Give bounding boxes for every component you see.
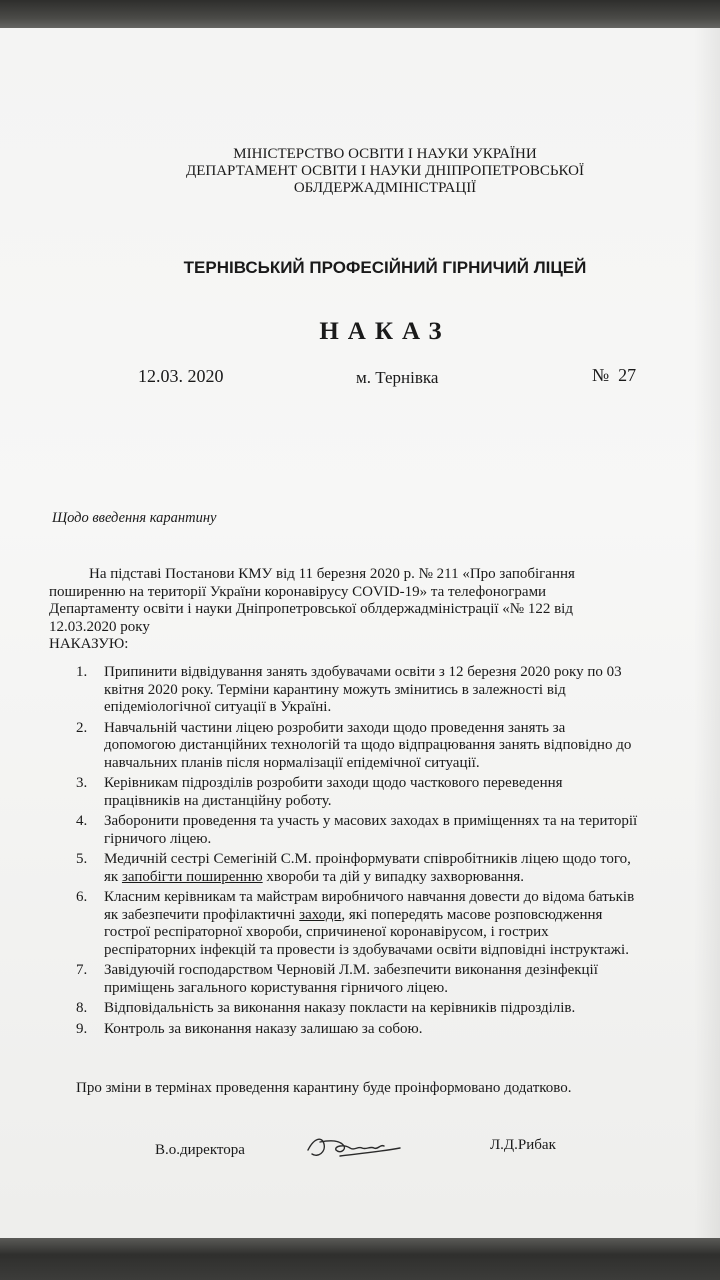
order-item-number: 6. [76,889,88,905]
underlined-text: заходи [299,906,342,923]
preamble-line-4: 12.03.2020 року [49,618,150,635]
order-item-text: Контроль за виконання наказу залишаю за собою. [104,1020,423,1037]
order-item-text: гірничого ліцею. [104,830,212,847]
order-number: № 27 [592,365,637,385]
order-item-number: 3. [76,775,88,791]
order-item-text: Припинити відвідування занять здобувачами освіти з 12 березня 2020 року по 03 [104,664,622,680]
order-item-number: 1. [76,664,88,680]
order-item-text-part: як забезпечити профілактичні [104,906,300,923]
header-line-2: ДЕПАРТАМЕНТ ОСВІТИ І НАУКИ ДНІПРОПЕТРОВСЬКОЇ [186,163,584,179]
school-name: ТЕРНІВСЬКИЙ ПРОФЕСІЙНИЙ ГІРНИЧИЙ ЛІЦЕЙ [183,258,587,277]
header-line-1: МІНІСТЕРСТВО ОСВІТИ І НАУКИ УКРАЇНИ [233,146,537,162]
order-item-text: гострої респіраторної хвороби, спричиненої коронавірусом, і гострих [104,924,549,940]
order-item-text: Керівникам підрозділів розробити заходи щодо часткового переведення [104,775,563,791]
underlined-text: запобігти поширенню [121,868,263,885]
order-list [76,664,720,1041]
document-title: НАКАЗ [319,318,451,345]
order-item-text: респіраторних інфекцій та провести із здобувачами освіти відповідні інструктажі. [104,941,629,958]
order-item-text: Відповідальність за виконання наказу покласти на керівників підрозділів. [104,1000,576,1016]
order-item-text: Завідуючій господарством Черновій Л.М. забезпечити виконання дезінфекції [104,962,598,978]
order-item-number: 8. [76,1000,88,1016]
order-item-text [104,869,720,887]
order-subject: Щодо введення карантину [52,510,217,526]
order-item-text: Навчальній частини ліцею розробити заходи щодо проведення занять за [104,719,566,736]
handwritten-signature [300,1128,410,1164]
order-item-number: 2. [76,719,88,736]
order-item-number: 5. [76,851,88,867]
signatory-role: В.о.директора [155,1142,245,1158]
order-item-4 [76,813,720,848]
order-item-number: 9. [76,1020,88,1037]
order-item-7 [76,962,720,997]
order-item-text: працівників на дистанційну роботу. [104,792,332,809]
order-item-text: допомогою дистанційних технологій та щодо відпрацювання занять відповідно до [104,737,632,753]
order-item-text: епідеміологічної ситуації в Україні. [104,699,332,715]
order-item-5 [76,851,720,886]
background-bottom-edge [0,1238,720,1280]
order-word: НАКАЗУЮ: [49,636,129,652]
order-item-text: Медичній сестрі Семегіній С.М. проінформувати співробітників ліцею щодо того, [104,851,631,867]
order-item-3 [76,775,720,810]
order-item-9 [76,1021,720,1039]
closing-note: Про зміни в термінах проведення карантину буде проінформовано додатково. [76,1080,572,1096]
order-item-2 [76,720,720,773]
order-item-text-part: як [104,868,122,885]
order-item-text: Класним керівникам та майстрам виробничого навчання довести до відома батьків [104,889,635,905]
order-item-6 [76,889,720,959]
order-item-text: Заборонити проведення та участь у масових заходах в приміщеннях та на території [104,813,638,829]
preamble [49,566,720,654]
preamble-line-2: поширенню на території України коронавірусу COVID-19» та телефонограми [49,583,547,600]
order-item-text: приміщень загального користування гірничого ліцею. [104,979,449,996]
order-item-text: навчальних планів після нормалізації епідемічної ситуації. [104,754,480,771]
background-top-edge [0,0,720,30]
order-item-1 [76,664,720,717]
order-item-text-part: , які попередять масове розповсюдження [341,906,603,923]
order-item-8 [76,1000,720,1018]
ministry-header [110,146,660,197]
preamble-line-3: Департаменту освіти і науки Дніпропетровської облдержадміністрації «№ 122 від [49,601,573,617]
order-item-number: 7. [76,962,88,978]
header-line-3: ОБЛДЕРЖАДМІНІСТРАЦІЇ [293,180,477,196]
order-item-text: квітня 2020 року. Терміни карантину можуть змінитись в залежності від [104,681,566,698]
order-date: 12.03. 2020 [138,366,224,386]
order-item-text-part: хвороби та дій у випадку захворювання. [262,868,525,885]
signatory-name: Л.Д.Рибак [490,1137,556,1153]
order-place: м. Тернівка [356,368,439,387]
order-item-text [104,907,720,925]
order-item-number: 4. [76,813,88,829]
preamble-line-1: На підставі Постанови КМУ від 11 березня 2020 р. № 211 «Про запобігання [89,566,575,582]
